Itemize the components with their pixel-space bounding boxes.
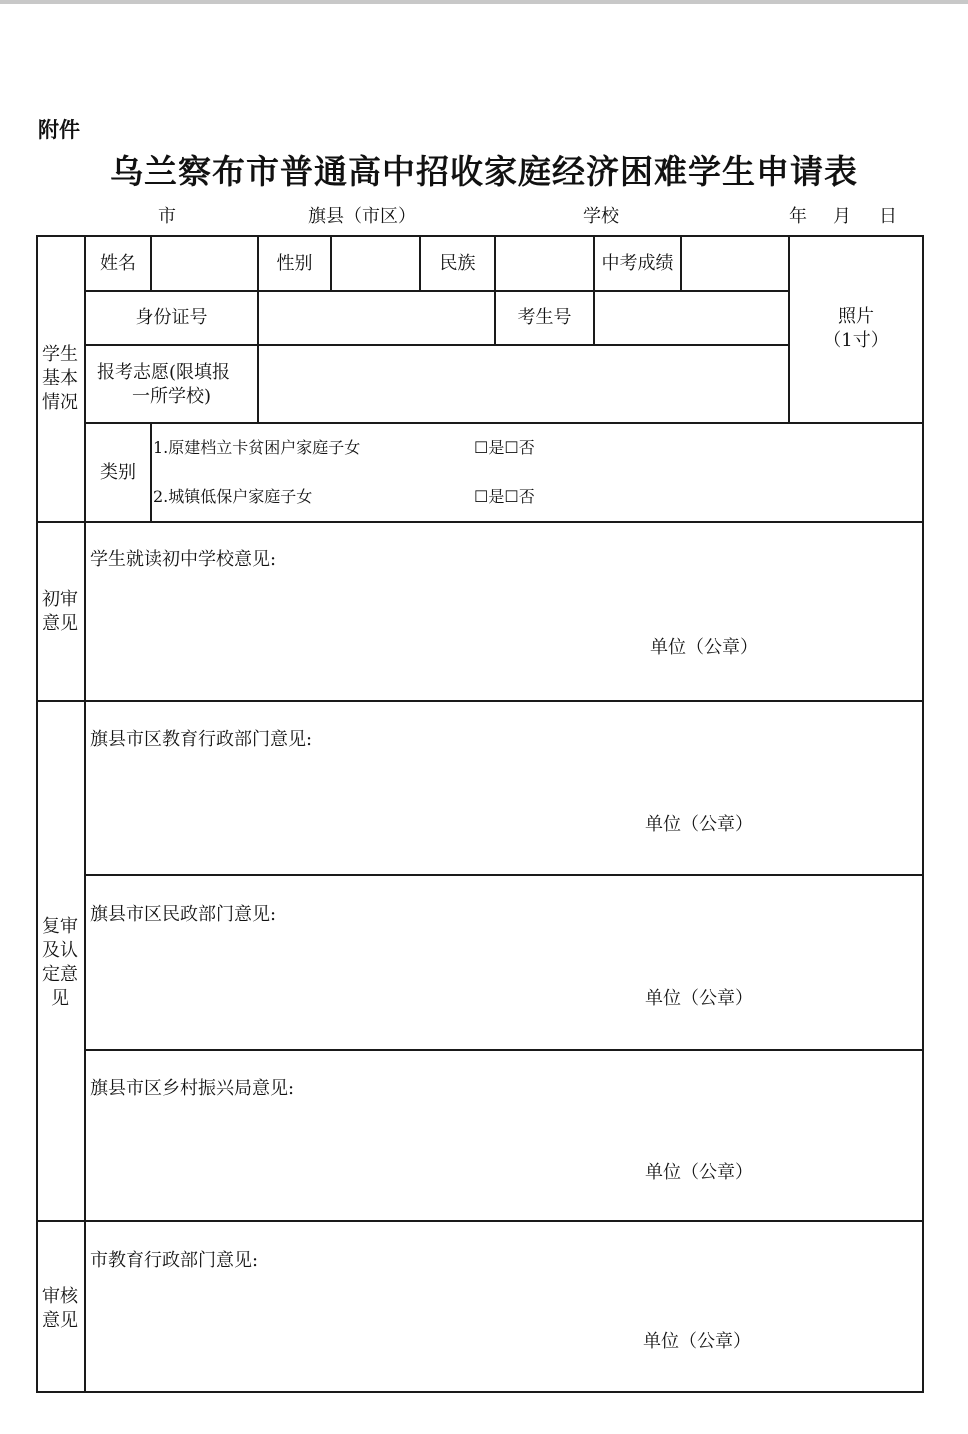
review-edu-prompt: 旗县市区教育行政部门意见:: [90, 729, 313, 750]
review-line-2: [84, 1049, 924, 1051]
label-photo-line2: （1寸）: [823, 330, 889, 351]
row-line-2: [84, 344, 790, 346]
label-exam-number: 考生号: [517, 307, 572, 328]
category-option-1: 1.原建档立卡贫困户家庭子女: [153, 438, 361, 457]
label-id-number: 身份证号: [135, 307, 208, 328]
review-civil-stamp: 单位（公章）: [645, 988, 753, 1009]
label-photo-line1: 照片: [838, 306, 874, 327]
review-rural-stamp: 单位（公章）: [645, 1162, 753, 1183]
top-border: [0, 0, 968, 4]
vline-category: [150, 422, 152, 523]
label-category: 类别: [100, 462, 136, 483]
section-line-basic: [36, 521, 924, 523]
vline-r1-g: [680, 235, 682, 292]
subheader-city: 市: [158, 206, 176, 227]
label-wish-line1: 报考志愿(限填报: [97, 362, 231, 383]
review-line-1: [84, 874, 924, 876]
section-label-basic: 学生基本情况: [42, 344, 78, 413]
vline-r1-c: [330, 235, 332, 292]
subheader-school: 学校: [583, 206, 619, 227]
audit-stamp: 单位（公章）: [643, 1331, 751, 1352]
category-1-yes-no-checkbox[interactable]: ☐是☐否: [474, 438, 535, 457]
review-edu-stamp: 单位（公章）: [645, 814, 753, 835]
form-title: 乌兰察布市普通高中招收家庭经济困难学生申请表: [110, 152, 858, 191]
label-exam-score: 中考成绩: [601, 253, 674, 274]
row-line-3: [84, 422, 924, 424]
category-2-yes-no-checkbox[interactable]: ☐是☐否: [474, 487, 535, 506]
vline-r1-a: [150, 235, 152, 292]
section-line-initial: [36, 700, 924, 702]
review-rural-prompt: 旗县市区乡村振兴局意见:: [90, 1078, 295, 1099]
attachment-label: 附件: [38, 118, 80, 142]
subheader-day: 日: [879, 206, 897, 227]
subheader-month: 月: [833, 206, 851, 227]
label-gender: 性别: [276, 253, 313, 274]
review-civil-prompt: 旗县市区民政部门意见:: [90, 904, 277, 925]
subheader-county: 旗县（市区）: [308, 206, 416, 227]
initial-prompt: 学生就读初中学校意见:: [90, 549, 277, 570]
table-border-bottom: [36, 1391, 924, 1393]
section-label-review: 复审及认定意见: [42, 916, 78, 1009]
section-label-audit: 审核意见: [42, 1286, 78, 1331]
audit-prompt: 市教育行政部门意见:: [90, 1250, 259, 1271]
section-line-review: [36, 1220, 924, 1222]
row-line-1: [84, 290, 790, 292]
label-wish-line2: 一所学校): [131, 386, 212, 407]
table-border-top: [36, 235, 924, 237]
label-name: 姓名: [100, 253, 136, 274]
initial-stamp: 单位（公章）: [650, 637, 758, 658]
label-ethnicity: 民族: [439, 253, 476, 274]
section-label-initial: 初审意见: [42, 589, 78, 634]
category-option-2: 2.城镇低保户家庭子女: [153, 487, 313, 506]
subheader-year: 年: [789, 206, 807, 227]
